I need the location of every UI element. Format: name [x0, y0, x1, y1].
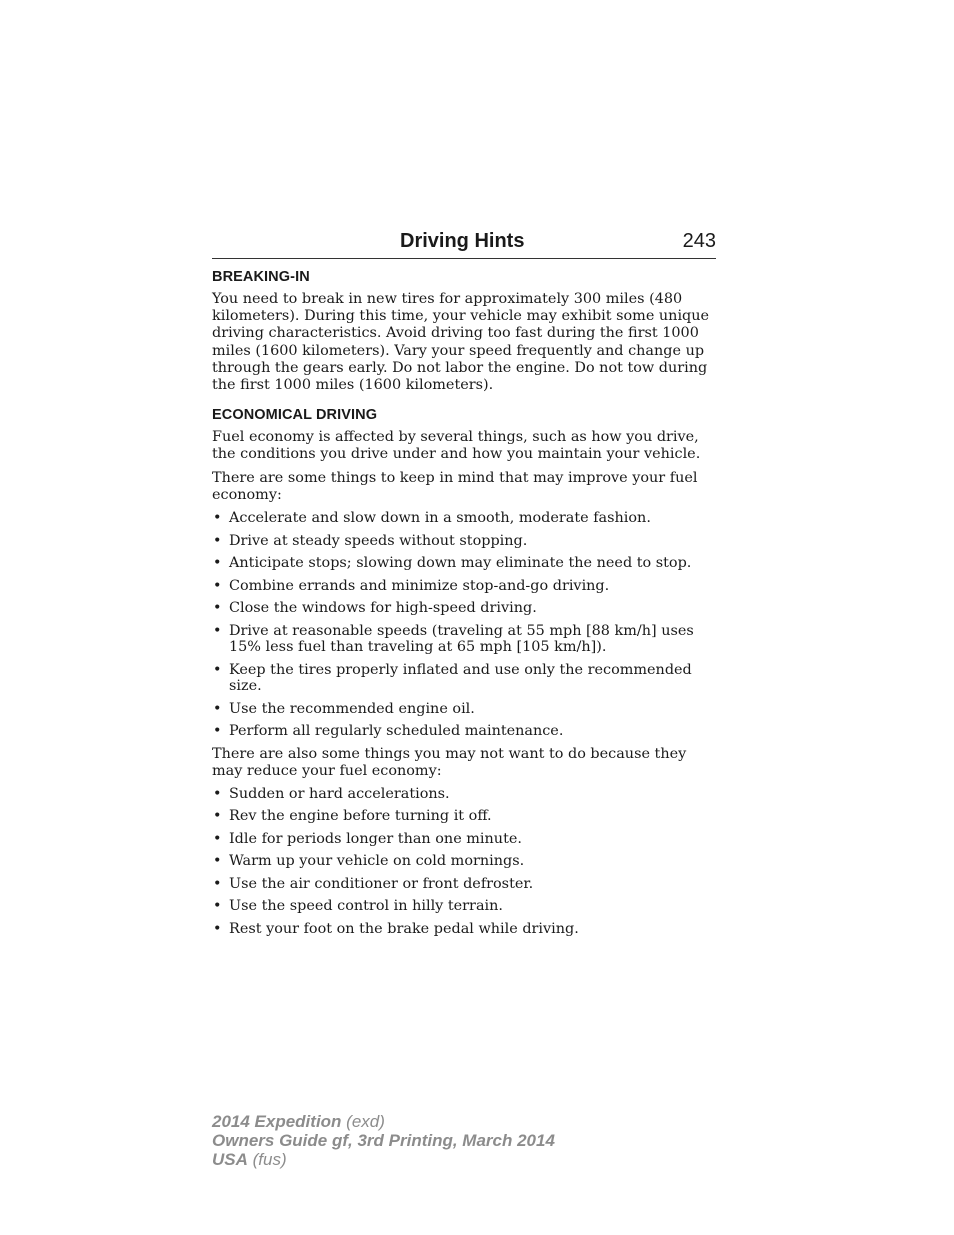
page-header [212, 228, 716, 259]
list-item-text: Idle for periods longer than one minute. [229, 830, 522, 847]
list-item [212, 578, 716, 595]
list-item-text: Keep the tires properly inflated and use only the recommended size. [229, 661, 692, 695]
list-item [212, 662, 716, 695]
list-item [212, 808, 716, 825]
list-item [212, 831, 716, 848]
bullet-icon: • [213, 875, 222, 892]
list-item [212, 623, 716, 656]
breaking-in-heading: BREAKING-IN [212, 269, 310, 285]
economy-intro-paragraph: Fuel economy is affected by several things, such as how you drive, the conditions you drive under and how you maintain your vehicle. [212, 429, 701, 463]
list-item [212, 555, 716, 572]
section-title: Driving Hints [400, 230, 525, 252]
list-item-text: Close the windows for high-speed driving. [229, 600, 537, 617]
bullet-icon: • [213, 808, 222, 825]
list-item-text: Perform all regularly scheduled maintenance. [229, 723, 564, 740]
bullet-icon: • [213, 830, 222, 847]
reduce-economy-list [212, 786, 716, 938]
list-item-text: Drive at reasonable speeds (traveling at 55 mph [88 km/h] uses 15% less fuel than traveling at 65 mph [105 km/h]). [229, 622, 694, 656]
list-item-text: Combine errands and minimize stop-and-go driving. [229, 577, 610, 594]
list-item [212, 533, 716, 550]
list-item [212, 921, 716, 938]
bullet-icon: • [213, 661, 222, 678]
economical-driving-heading: ECONOMICAL DRIVING [212, 407, 378, 424]
footer-line-guide: Owners Guide gf, 3rd Printing, March 2014 [212, 1131, 555, 1150]
list-item-text: Use the air conditioner or front defroster. [229, 875, 534, 892]
bullet-icon: • [213, 785, 222, 802]
bullet-icon: • [213, 898, 222, 915]
footer-line-model: 2014 Expedition (exd) [212, 1112, 385, 1131]
list-item-text: Anticipate stops; slowing down may eliminate the need to stop. [229, 555, 692, 572]
manual-page [212, 228, 716, 937]
list-item-text: Drive at steady speeds without stopping. [229, 532, 528, 549]
page-number: 243 [682, 230, 716, 252]
bullet-icon: • [213, 700, 222, 717]
footer-line-region: USA (fus) [212, 1150, 287, 1169]
breaking-in-paragraph: You need to break in new tires for approximately 300 miles (480 kilometers). During this time, your vehicle may exhibit some unique driving characteristics. Avoid driving too fast during the first 1000 miles (1600 kilometers). Vary your speed frequently and change up through the gears early. Do not labor the engine. Do not tow during the first 1000 miles (1600 kilometers). [212, 291, 710, 394]
avoid-intro-paragraph: There are also some things you may not want to do because they may reduce your fuel economy: [212, 745, 687, 779]
list-item-text: Use the recommended engine oil. [229, 700, 475, 717]
list-item-text: Rev the engine before turning it off. [229, 808, 492, 825]
list-item [212, 853, 716, 870]
bullet-icon: • [213, 723, 222, 740]
list-item [212, 701, 716, 718]
bullet-icon: • [213, 622, 222, 639]
list-item [212, 723, 716, 740]
economy-tips-intro: There are some things to keep in mind that may improve your fuel economy: [212, 469, 698, 503]
list-item [212, 876, 716, 893]
bullet-icon: • [213, 920, 222, 937]
page-footer [212, 1112, 555, 1169]
bullet-icon: • [213, 532, 222, 549]
list-item [212, 898, 716, 915]
list-item [212, 510, 716, 527]
list-item [212, 600, 716, 617]
bullet-icon: • [213, 555, 222, 572]
improve-economy-list [212, 510, 716, 740]
list-item-text: Use the speed control in hilly terrain. [229, 898, 503, 915]
bullet-icon: • [213, 853, 222, 870]
bullet-icon: • [213, 577, 222, 594]
bullet-icon: • [213, 600, 222, 617]
list-item-text: Warm up your vehicle on cold mornings. [229, 853, 525, 870]
bullet-icon: • [213, 510, 222, 527]
list-item-text: Rest your foot on the brake pedal while driving. [229, 920, 579, 937]
list-item-text: Accelerate and slow down in a smooth, moderate fashion. [229, 510, 651, 527]
list-item [212, 786, 716, 803]
list-item-text: Sudden or hard accelerations. [229, 785, 450, 802]
